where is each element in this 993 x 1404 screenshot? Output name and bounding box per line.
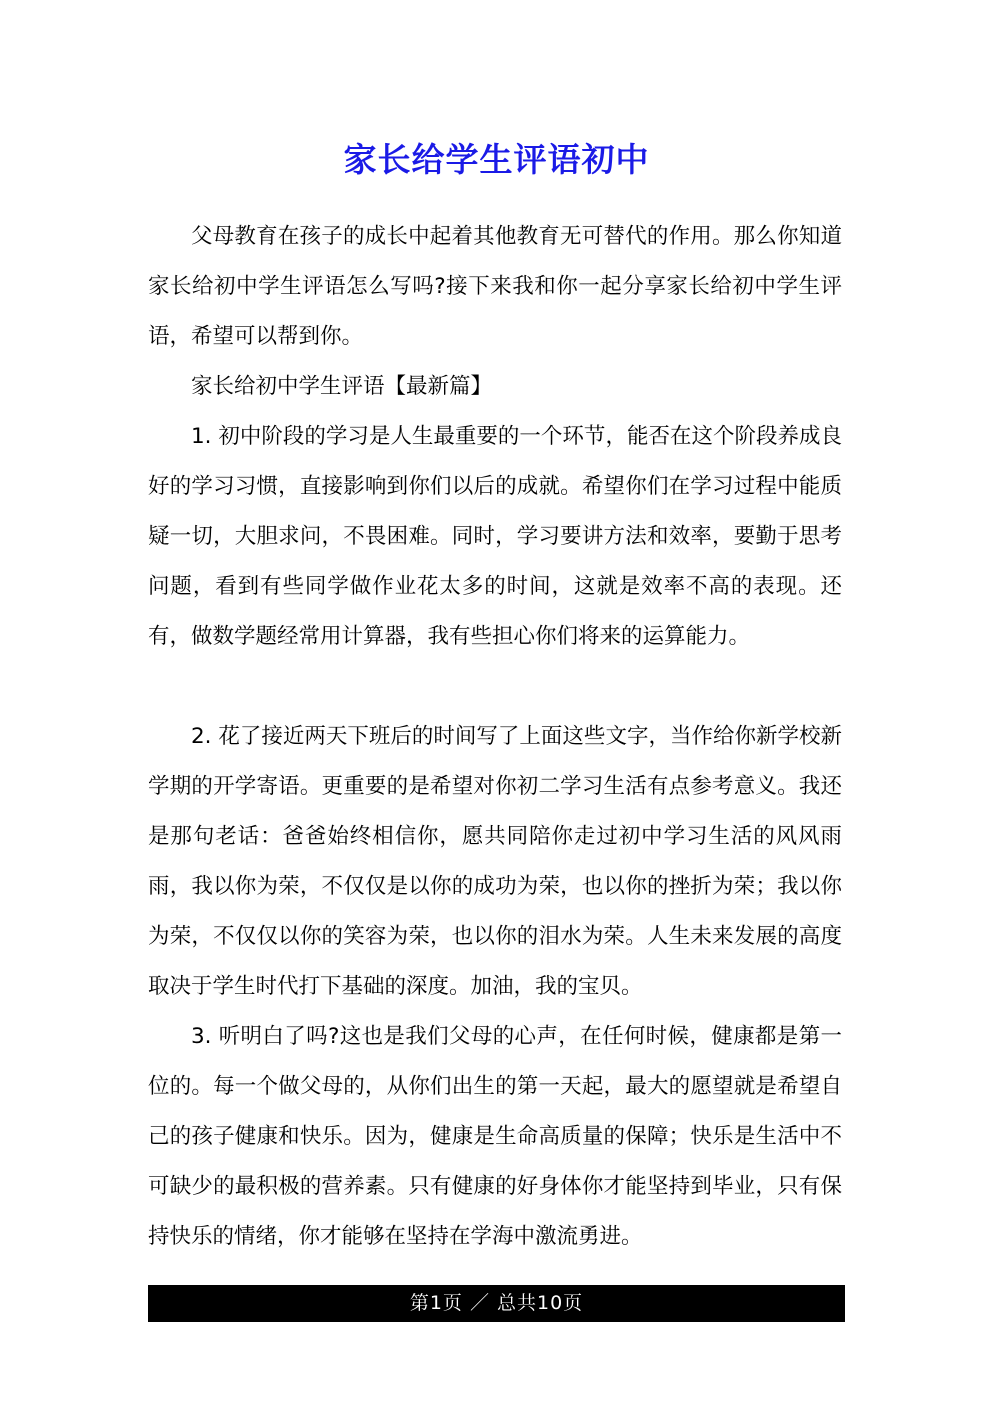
page-footer (148, 1285, 845, 1322)
list-item-3: 3. 听明白了吗?这也是我们父母的心声，在任何时候，健康都是第一位的。每一个做父母的，从你们出生的第一天起，最大的愿望就是希望自己的孩子健康和快乐。因为，健康是生命高质量的保障；快乐是生活中不可缺少的最积极的营养素。只有健康的好身体你才能坚持到毕业，只有保持快乐的情绪，你才能够在坚持在学海中激流勇进。 (148, 1024, 842, 1249)
document-body (148, 212, 842, 1262)
paragraph-spacer (148, 662, 842, 712)
section-heading-latest: 家长给初中学生评语【最新篇】 (191, 374, 493, 399)
list-item-1: 1. 初中阶段的学习是人生最重要的一个环节，能否在这个阶段养成良好的学习习惯，直接影响到你们以后的成就。希望你们在学习过程中能质疑一切，大胆求问，不畏困难。同时，学习要讲方法和效率，要勤于思考问题，看到有些同学做作业花太多的时间，这就是效率不高的表现。还有，做数学题经常用计算器，我有些担心你们将来的运算能力。 (148, 424, 842, 649)
page-title: 家长给学生评语初中 (343, 140, 650, 180)
list-item-2: 2. 花了接近两天下班后的时间写了上面这些文字，当作给你新学校新学期的开学寄语。更重要的是希望对你初二学习生活有点参考意义。我还是那句老话：爸爸始终相信你，愿共同陪你走过初中学习生活的风风雨雨，我以你为荣，不仅仅是以你的成功为荣，也以你的挫折为荣；我以你为荣，不仅仅以你的笑容为荣，也以你的泪水为荣。人生未来发展的高度取决于学生时代打下基础的深度。加油，我的宝贝。 (148, 724, 842, 999)
paragraph-intro: 父母教育在孩子的成长中起着其他教育无可替代的作用。那么你知道家长给初中学生评语怎么写吗?接下来我和你一起分享家长给初中学生评语，希望可以帮到你。 (148, 224, 842, 349)
page-number-label: 第1页 ／ 总共10页 (409, 1292, 584, 1314)
